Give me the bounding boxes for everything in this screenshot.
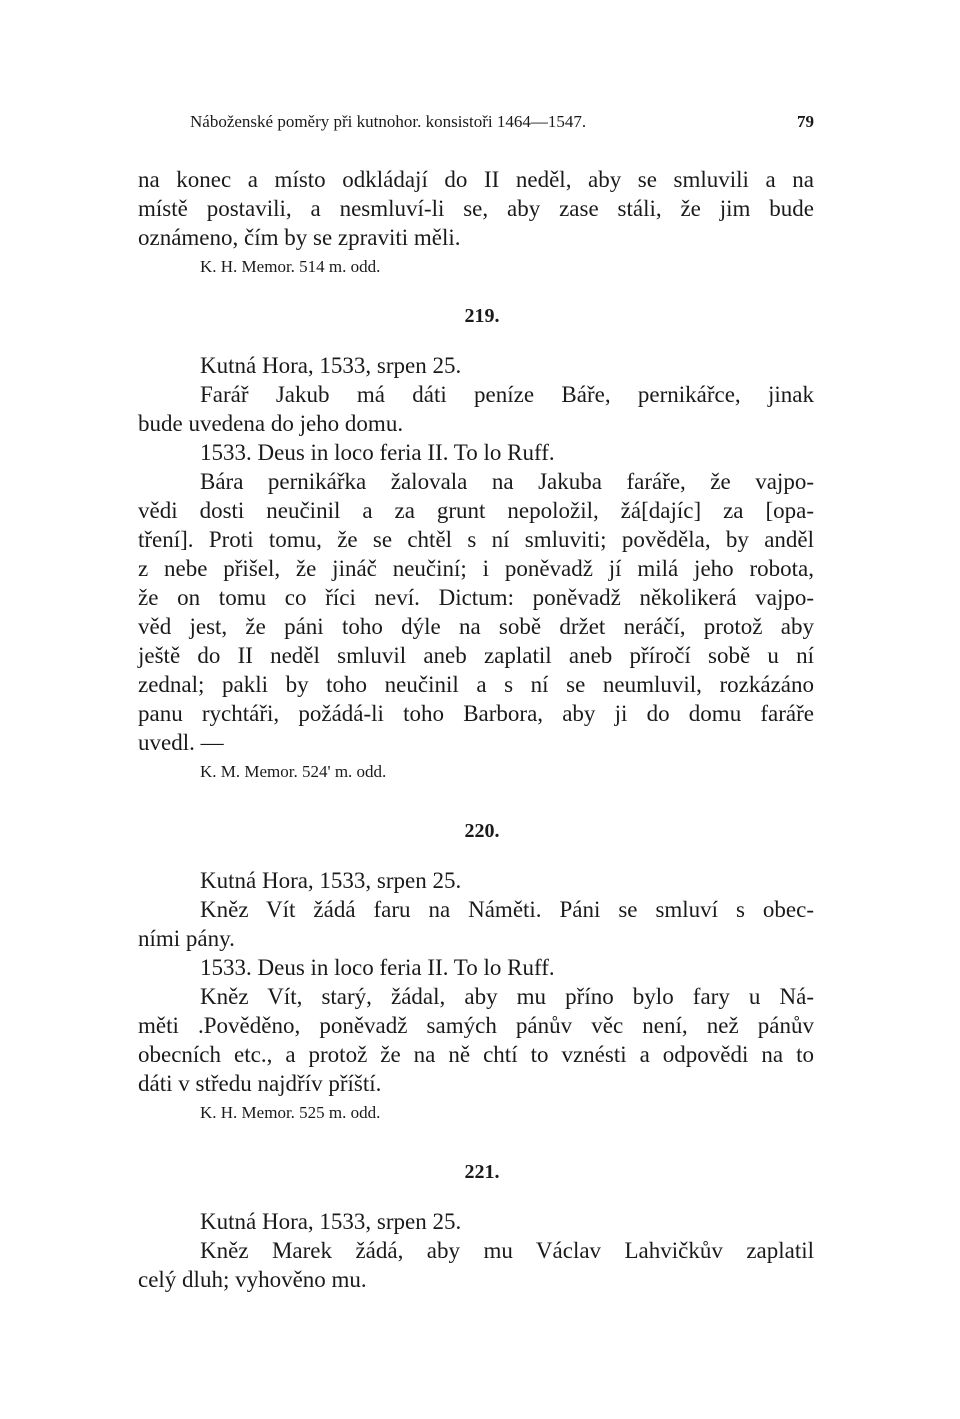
summary-line: Farář Jakub má dáti peníze Báře, pernikářce, jinak: [200, 382, 814, 407]
text-line: měti .Pověděno, poněvadž samých pánův věc není, než pánův: [138, 1013, 814, 1038]
summary-line: bude uvedena do jeho domu.: [138, 411, 404, 436]
body-text: [138, 165, 814, 1294]
summary-line: Kněz Marek žádá, aby mu Václav Lahvičkův zaplatil: [200, 1238, 814, 1263]
text-line: Kněz Vít, starý, žádal, aby mu příno bylo fary u Ná-: [200, 984, 814, 1009]
entry-number: 220.: [464, 820, 500, 842]
text-line: zednal; pakli by toho neučinil a s ní se neumluvil, rozkázáno: [138, 672, 814, 697]
entry-number: 219.: [464, 305, 500, 327]
running-title: Náboženské poměry při kutnohor. konsistoři 1464—1547.: [190, 112, 587, 131]
text-line: věd jest, že páni toho dýle na sobě držet neráčí, protož aby: [138, 614, 814, 639]
summary-line: celý dluh; vyhověno mu.: [138, 1267, 367, 1292]
intro-paragraph: [138, 165, 814, 252]
text-line: Bára pernikářka žalovala na Jakuba faráře, že vajpo-: [200, 469, 814, 494]
source-citation: K. M. Memor. 524' m. odd.: [200, 762, 387, 781]
date-line: 1533. Deus in loco feria II. To lo Ruff.: [200, 955, 555, 980]
text-line: dáti v středu najdřív příští.: [138, 1071, 382, 1096]
text-line: uvedl. —: [138, 730, 224, 755]
entry-220: [138, 816, 814, 1127]
summary-line: Kněz Vít žádá faru na Náměti. Páni se smluví s obec-: [200, 897, 814, 922]
text-line: že on tomu co říci neví. Dictum: poněvadž několikerá vajpo-: [138, 585, 814, 610]
entry-221: [138, 1157, 814, 1294]
place-date: Kutná Hora, 1533, srpen 25.: [200, 1209, 462, 1234]
source-citation: K. H. Memor. 525 m. odd.: [200, 1103, 381, 1122]
text-line: tření]. Proti tomu, že se chtěl s ní smluviti; pověděla, by anděl: [138, 527, 814, 552]
place-date: Kutná Hora, 1533, srpen 25.: [200, 353, 462, 378]
entry-219: [138, 301, 814, 786]
entry-number: 221.: [464, 1161, 500, 1183]
text-line: z nebe přišel, že jináč neučiní; i poněvadž jí milá jeho robota,: [138, 556, 814, 581]
text-line: obecních etc., a protož že na ně chtí to vznésti a odpovědi na to: [138, 1042, 814, 1067]
text-line: oznámeno, čím by se zpraviti měli.: [138, 225, 461, 250]
text-line: vědi dosti neučinil a za grunt nepoložil, žá[dajíc] za [opa-: [138, 498, 814, 523]
date-line: 1533. Deus in loco feria II. To lo Ruff.: [200, 440, 555, 465]
page-number: 79: [797, 112, 814, 131]
place-date: Kutná Hora, 1533, srpen 25.: [200, 868, 462, 893]
summary-line: ními pány.: [138, 926, 235, 951]
running-header: [190, 112, 814, 132]
text-line: místě postavili, a nesmluví-li se, aby zase stáli, že jim bude: [138, 196, 814, 221]
text-line: na konec a místo odkládají do II neděl, aby se smluvili a na: [138, 167, 814, 192]
text-line: panu rychtáři, požádá-li toho Barbora, aby ji do domu faráře: [138, 701, 814, 726]
source-citation: K. H. Memor. 514 m. odd.: [200, 257, 381, 276]
text-line: ještě do II neděl smluvil aneb zaplatil aneb příročí sobě u ní: [138, 643, 814, 668]
